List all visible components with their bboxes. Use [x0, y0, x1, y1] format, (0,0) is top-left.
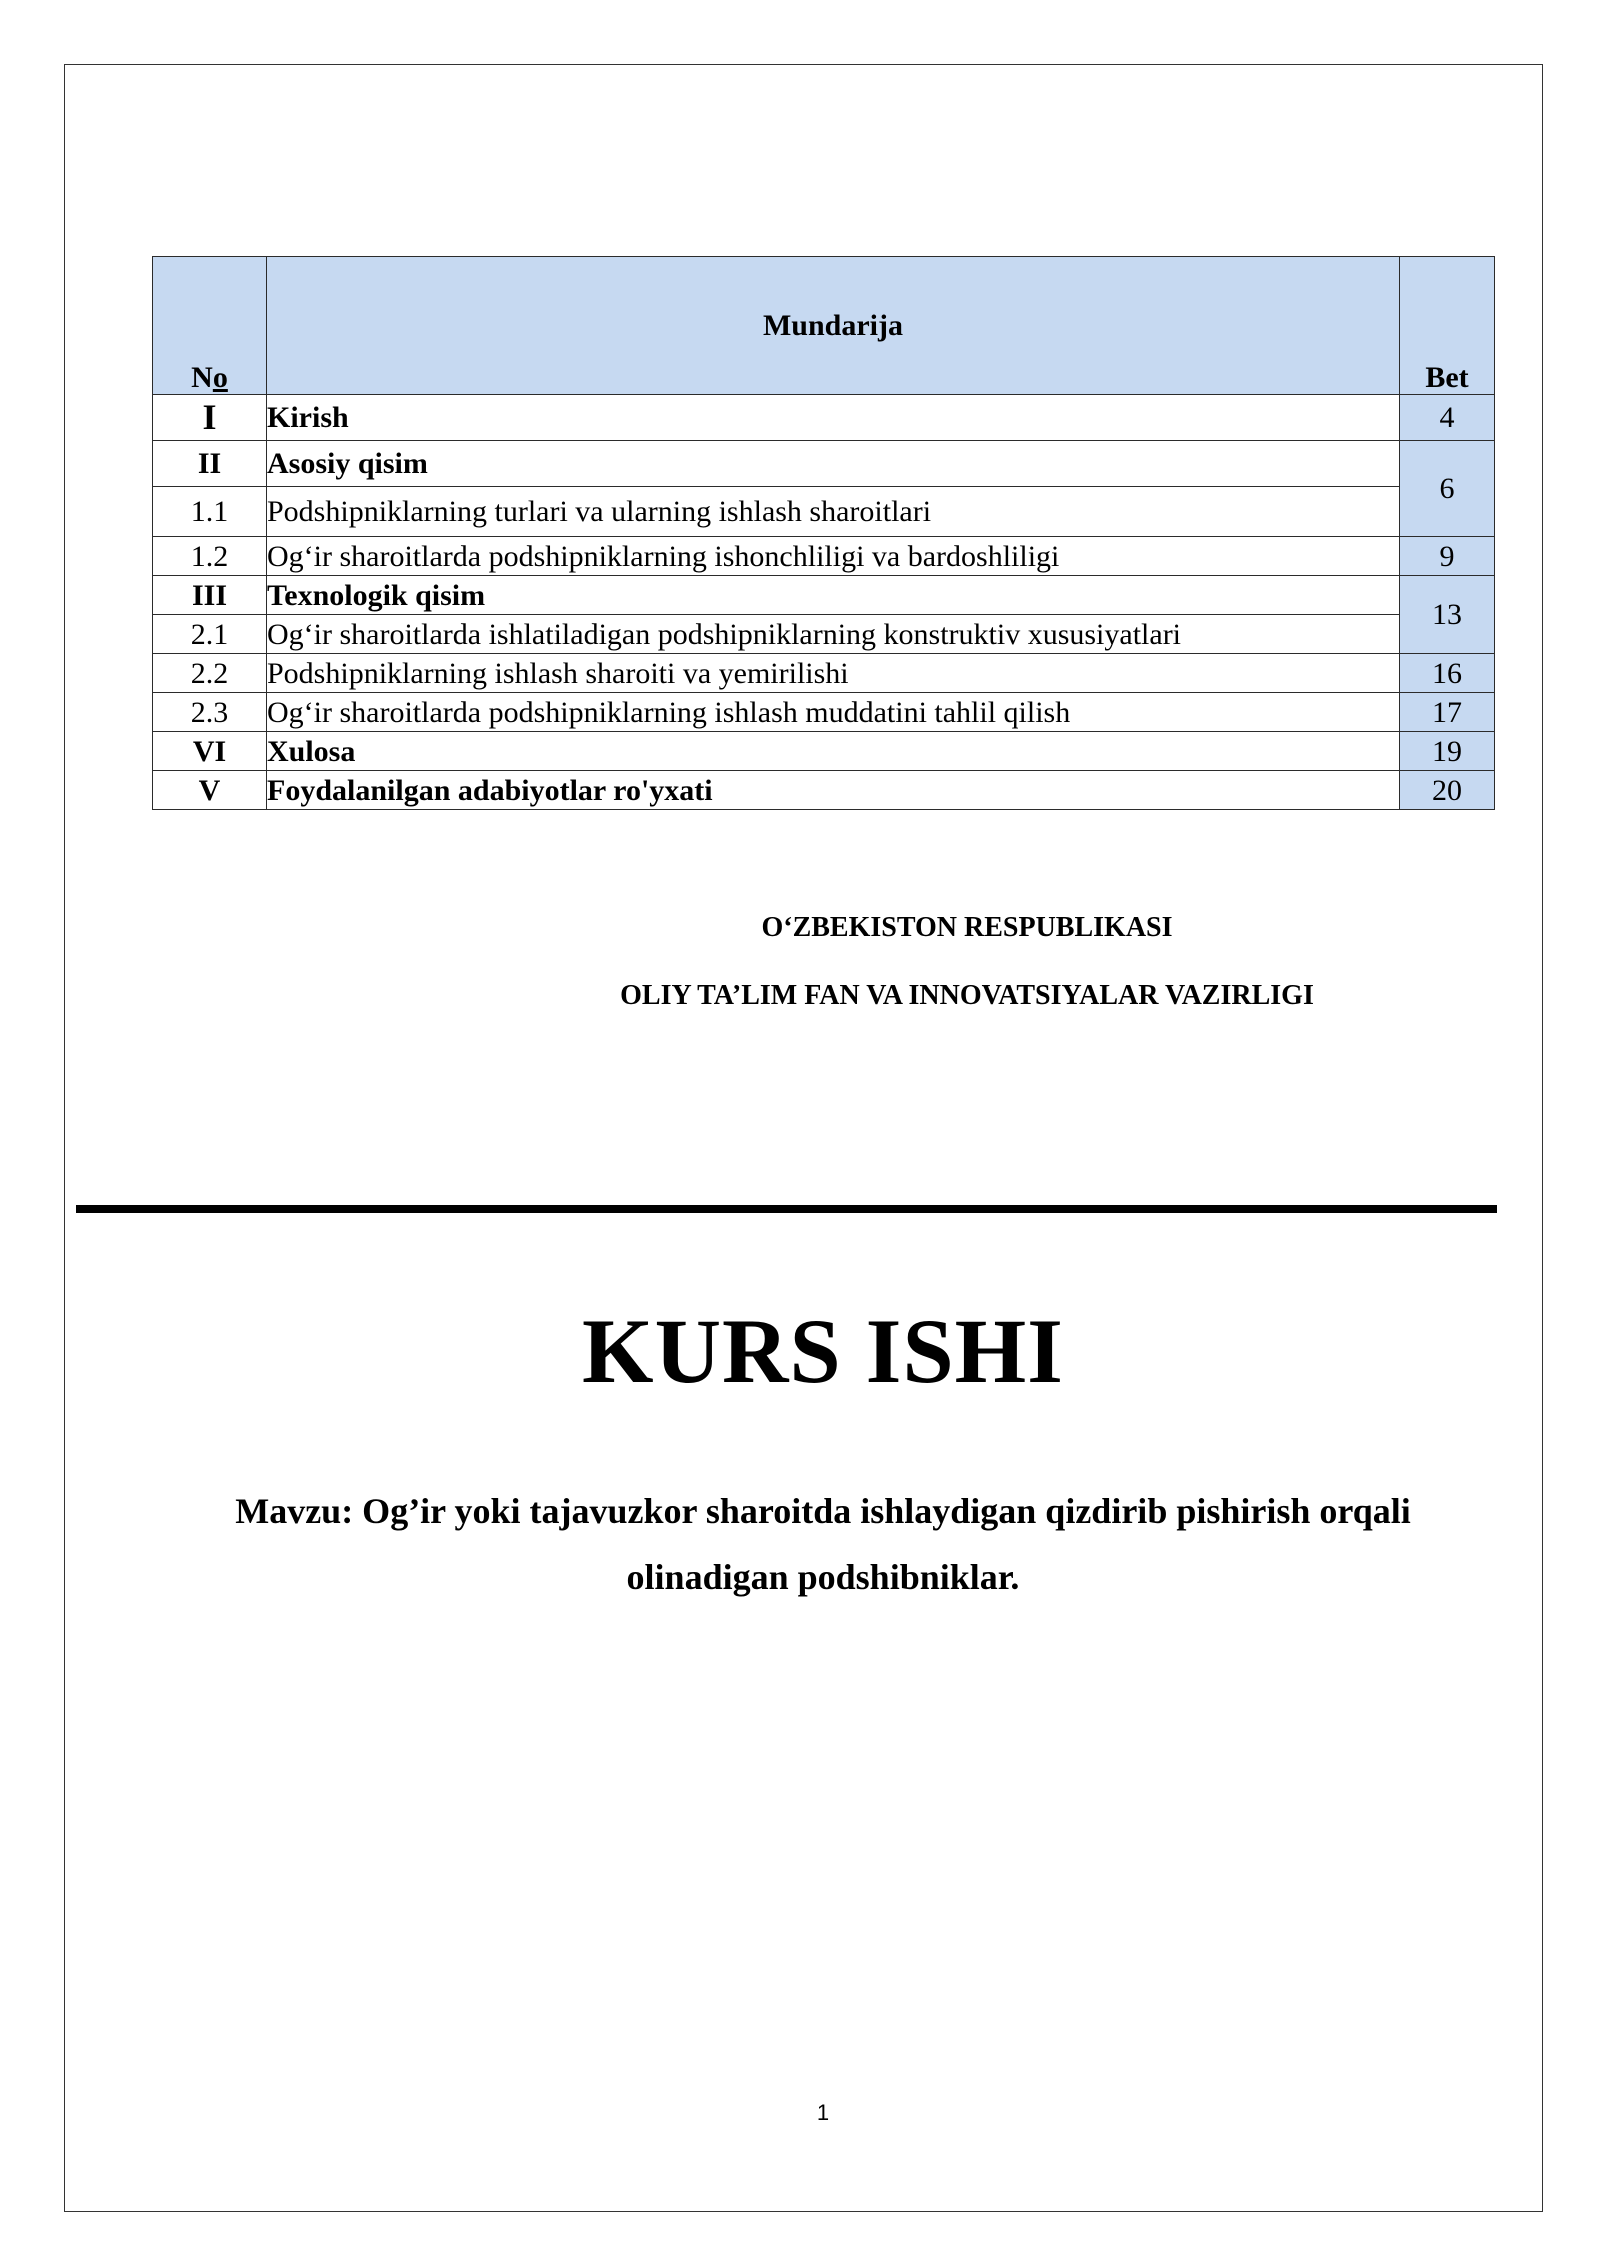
row-title: Asosiy qisim [267, 441, 1400, 487]
row-title: Og‘ir sharoitlarda ishlatiladigan podshipniklarning konstruktiv xususiyatlari [267, 615, 1400, 654]
table-row [153, 693, 1495, 732]
row-page: 17 [1400, 693, 1495, 732]
row-number: 2.2 [153, 654, 267, 693]
table-row [153, 771, 1495, 810]
table-row [153, 537, 1495, 576]
row-title: Podshipniklarning ishlash sharoiti va yemirilishi [267, 654, 1400, 693]
header-contents: Mundarija [267, 257, 1400, 395]
row-page: 6 [1400, 441, 1495, 537]
row-title: Xulosa [267, 732, 1400, 771]
row-number: V [153, 771, 267, 810]
row-number: 1.2 [153, 537, 267, 576]
table-row [153, 615, 1495, 654]
row-title: Og‘ir sharoitlarda podshipniklarning ishonchliligi va bardoshliligi [267, 537, 1400, 576]
table-row [153, 487, 1495, 537]
row-number: I [153, 395, 267, 441]
contents-header-row [153, 257, 1495, 395]
topic [190, 1478, 1456, 1610]
table-row [153, 576, 1495, 615]
row-number: III [153, 576, 267, 615]
row-page: 19 [1400, 732, 1495, 771]
contents-table [152, 256, 1495, 810]
row-title: Podshipniklarning turlari va ularning ishlash sharoitlari [267, 487, 1400, 537]
row-page: 13 [1400, 576, 1495, 654]
header-number: No [153, 257, 267, 395]
document-title: KURS ISHI [582, 1300, 1064, 1402]
row-number: 1.1 [153, 487, 267, 537]
row-title: Texnologik qisim [267, 576, 1400, 615]
horizontal-rule [76, 1205, 1497, 1213]
row-title: Og‘ir sharoitlarda podshipniklarning ishlash muddatini tahlil qilish [267, 693, 1400, 732]
row-page: 9 [1400, 537, 1495, 576]
page-number: 1 [816, 2100, 830, 2125]
ministry-line-2: OLIY TA’LIM FAN VA INNOVATSIYALAR VAZIRLIGI [620, 980, 1314, 1011]
row-page: 20 [1400, 771, 1495, 810]
row-title: Kirish [267, 395, 1400, 441]
row-title: Foydalanilgan adabiyotlar ro'yxati [267, 771, 1400, 810]
row-page: 4 [1400, 395, 1495, 441]
row-number: II [153, 441, 267, 487]
table-row [153, 441, 1495, 487]
row-number: 2.1 [153, 615, 267, 654]
row-number: 2.3 [153, 693, 267, 732]
header-page: Bet [1400, 257, 1495, 395]
table-row [153, 395, 1495, 441]
ministry-line-1: O‘ZBEKISTON RESPUBLIKASI [761, 912, 1173, 943]
topic-line-1: Mavzu: Og’ir yoki tajavuzkor sharoitda ishlaydigan qizdirib pishirish orqali [235, 1491, 1411, 1531]
row-number: VI [153, 732, 267, 771]
row-page: 16 [1400, 654, 1495, 693]
topic-line-2: olinadigan podshibniklar. [626, 1557, 1020, 1597]
table-row [153, 654, 1495, 693]
table-row [153, 732, 1495, 771]
